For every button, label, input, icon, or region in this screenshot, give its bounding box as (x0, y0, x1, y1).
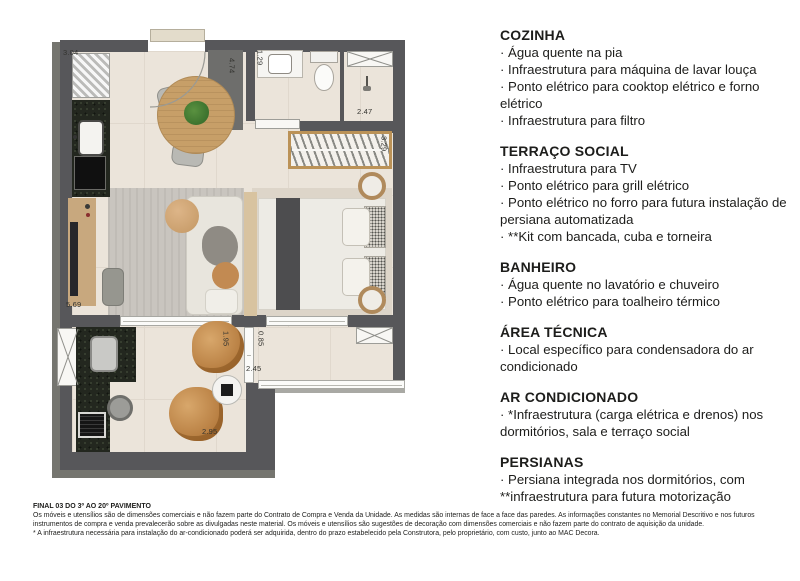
feature-item: · *Infraestrutura (carga elétrica e drenos) nos dormitórios, sala e terraço social (500, 407, 764, 439)
dim-2-47: 2.47 (357, 107, 373, 116)
terrace-sink (90, 336, 118, 372)
dim-1-29: 1.29 (255, 50, 265, 66)
nightstand-top (358, 172, 386, 200)
lounge-pouf (102, 268, 124, 306)
feature-item: · **Kit com bancada, cuba e torneira (500, 229, 712, 244)
entrance-door-leaf (150, 29, 205, 42)
sofa-pillow-white (205, 289, 238, 314)
dim-4-74: 4.74 (227, 58, 237, 74)
legal-paragraph-2: * A infraestrutura necessária para instalação do ar-condicionado poderá ser adquirida, dentro do prazo estabelecido pela Construtora, pelo proprietário, com custo, junto ao MAC Decora. (33, 530, 600, 537)
plan-shadow-bottom (52, 470, 275, 478)
section-title: BANHEIRO (500, 259, 577, 275)
unit-title: FINAL 03 DO 3º AO 20º PAVIMENTO (33, 503, 151, 510)
bed-runner (276, 198, 300, 310)
closet (288, 131, 392, 169)
terrace-side-table-item (221, 384, 233, 396)
feature-item: · Ponto elétrico para toalheiro térmico (500, 294, 720, 309)
glass-door-bedroom (266, 316, 348, 326)
toilet-bowl (314, 64, 334, 91)
panel-section-persianas (500, 454, 794, 505)
wall-terrace-bottom (60, 452, 275, 470)
section-title: PERSIANAS (500, 454, 584, 470)
panel-section-area-tecnica (500, 324, 794, 375)
section-title: ÁREA TÉCNICA (500, 324, 608, 340)
area-tecnica-box (356, 327, 393, 344)
kitchen-faucet (73, 135, 77, 139)
panel-section-cozinha (500, 27, 794, 129)
section-title: COZINHA (500, 27, 566, 43)
bed-pillow-white-1 (342, 208, 370, 246)
feature-item: · Ponto elétrico no forro para futura instalação de persiana automatizada (500, 195, 787, 227)
bath-sink-basin (268, 54, 292, 74)
panel-section-ar-condicionado (500, 389, 794, 440)
panel-section-banheiro (500, 259, 794, 310)
tv-speaker-dot-1 (85, 204, 90, 209)
dim-2-95: 2.95 (202, 427, 218, 436)
wall-bathroom-left (246, 51, 255, 121)
bathroom-door (255, 119, 300, 129)
panel-section-terraco (500, 143, 794, 245)
terrace-strip-glass (244, 327, 254, 383)
feature-item: · Água quente no lavatório e chuveiro (500, 277, 720, 292)
cooktop (74, 156, 106, 190)
feature-item: · Infraestrutura para filtro (500, 113, 646, 128)
section-title: TERRAÇO SOCIAL (500, 143, 629, 159)
feature-item: · Ponto elétrico para grill elétrico (500, 178, 690, 193)
sofa-cushion-gray (202, 226, 238, 266)
plan-shadow-rail (258, 389, 405, 393)
side-table (165, 199, 199, 233)
feature-item: · Persiana integrada nos dormitórios, com **infraestrutura para futura motorização (500, 472, 745, 504)
wall-divider-c (348, 315, 405, 327)
shower-box (347, 51, 393, 67)
tv-speaker-dot-2 (86, 213, 90, 217)
feature-item: · Infraestrutura para máquina de lavar louça (500, 62, 757, 77)
dim-5-69: 5.69 (66, 300, 82, 309)
terrace-grill-box (78, 412, 106, 438)
wall-shower-divider (340, 51, 344, 121)
wall-divider-a (60, 315, 120, 327)
kitchen-sink (78, 120, 104, 156)
terrace-round-grill (107, 395, 133, 421)
dim-3-29: 3.29 (379, 136, 389, 152)
legal-paragraph-1: Os móveis e utensílios são de dimensões comerciais e não fazem parte do Contrato de Compra e Venda da Unidade. As medidas são internas de face a face das paredes. As informações constantes no Memorial Descritivo e nos futuros instrumentos de compra e venda prevalecerão sobre as divulgadas neste material. Os móveis e utensílios são sugestões de decoração com dimensões comerciais e não fazem parte do contrato de aquisição da unidade. (33, 512, 755, 528)
dim-2-45: 2.45 (246, 364, 262, 373)
section-title: AR CONDICIONADO (500, 389, 639, 405)
shower-faucet-head (363, 86, 371, 91)
fridge (72, 53, 110, 98)
nightstand-bottom (358, 286, 386, 314)
wall-right (393, 40, 405, 382)
features-panel (500, 27, 794, 519)
feature-item: · Infraestrutura para TV (500, 161, 637, 176)
legal-footer (33, 503, 780, 538)
wall-divider-b (232, 315, 266, 327)
dim-3-04: 3.04 (63, 48, 79, 57)
sofa-cushion-tan (212, 262, 239, 289)
balcony-railing (258, 380, 405, 389)
feature-item: · Ponto elétrico para cooktop elétrico e forno elétrico (500, 79, 760, 111)
feature-item: · Água quente na pia (500, 45, 623, 60)
tv (70, 222, 78, 296)
toilet-tank (310, 51, 338, 63)
plan-shadow-left (52, 42, 60, 478)
sofa-strip (244, 192, 257, 316)
wall-terrace-corner (246, 383, 275, 470)
feature-item: · Local específico para condensadora do ar condicionado (500, 342, 754, 374)
dim-1-95: 1.95 (221, 331, 231, 347)
dim-0-85: 0.85 (256, 331, 266, 347)
